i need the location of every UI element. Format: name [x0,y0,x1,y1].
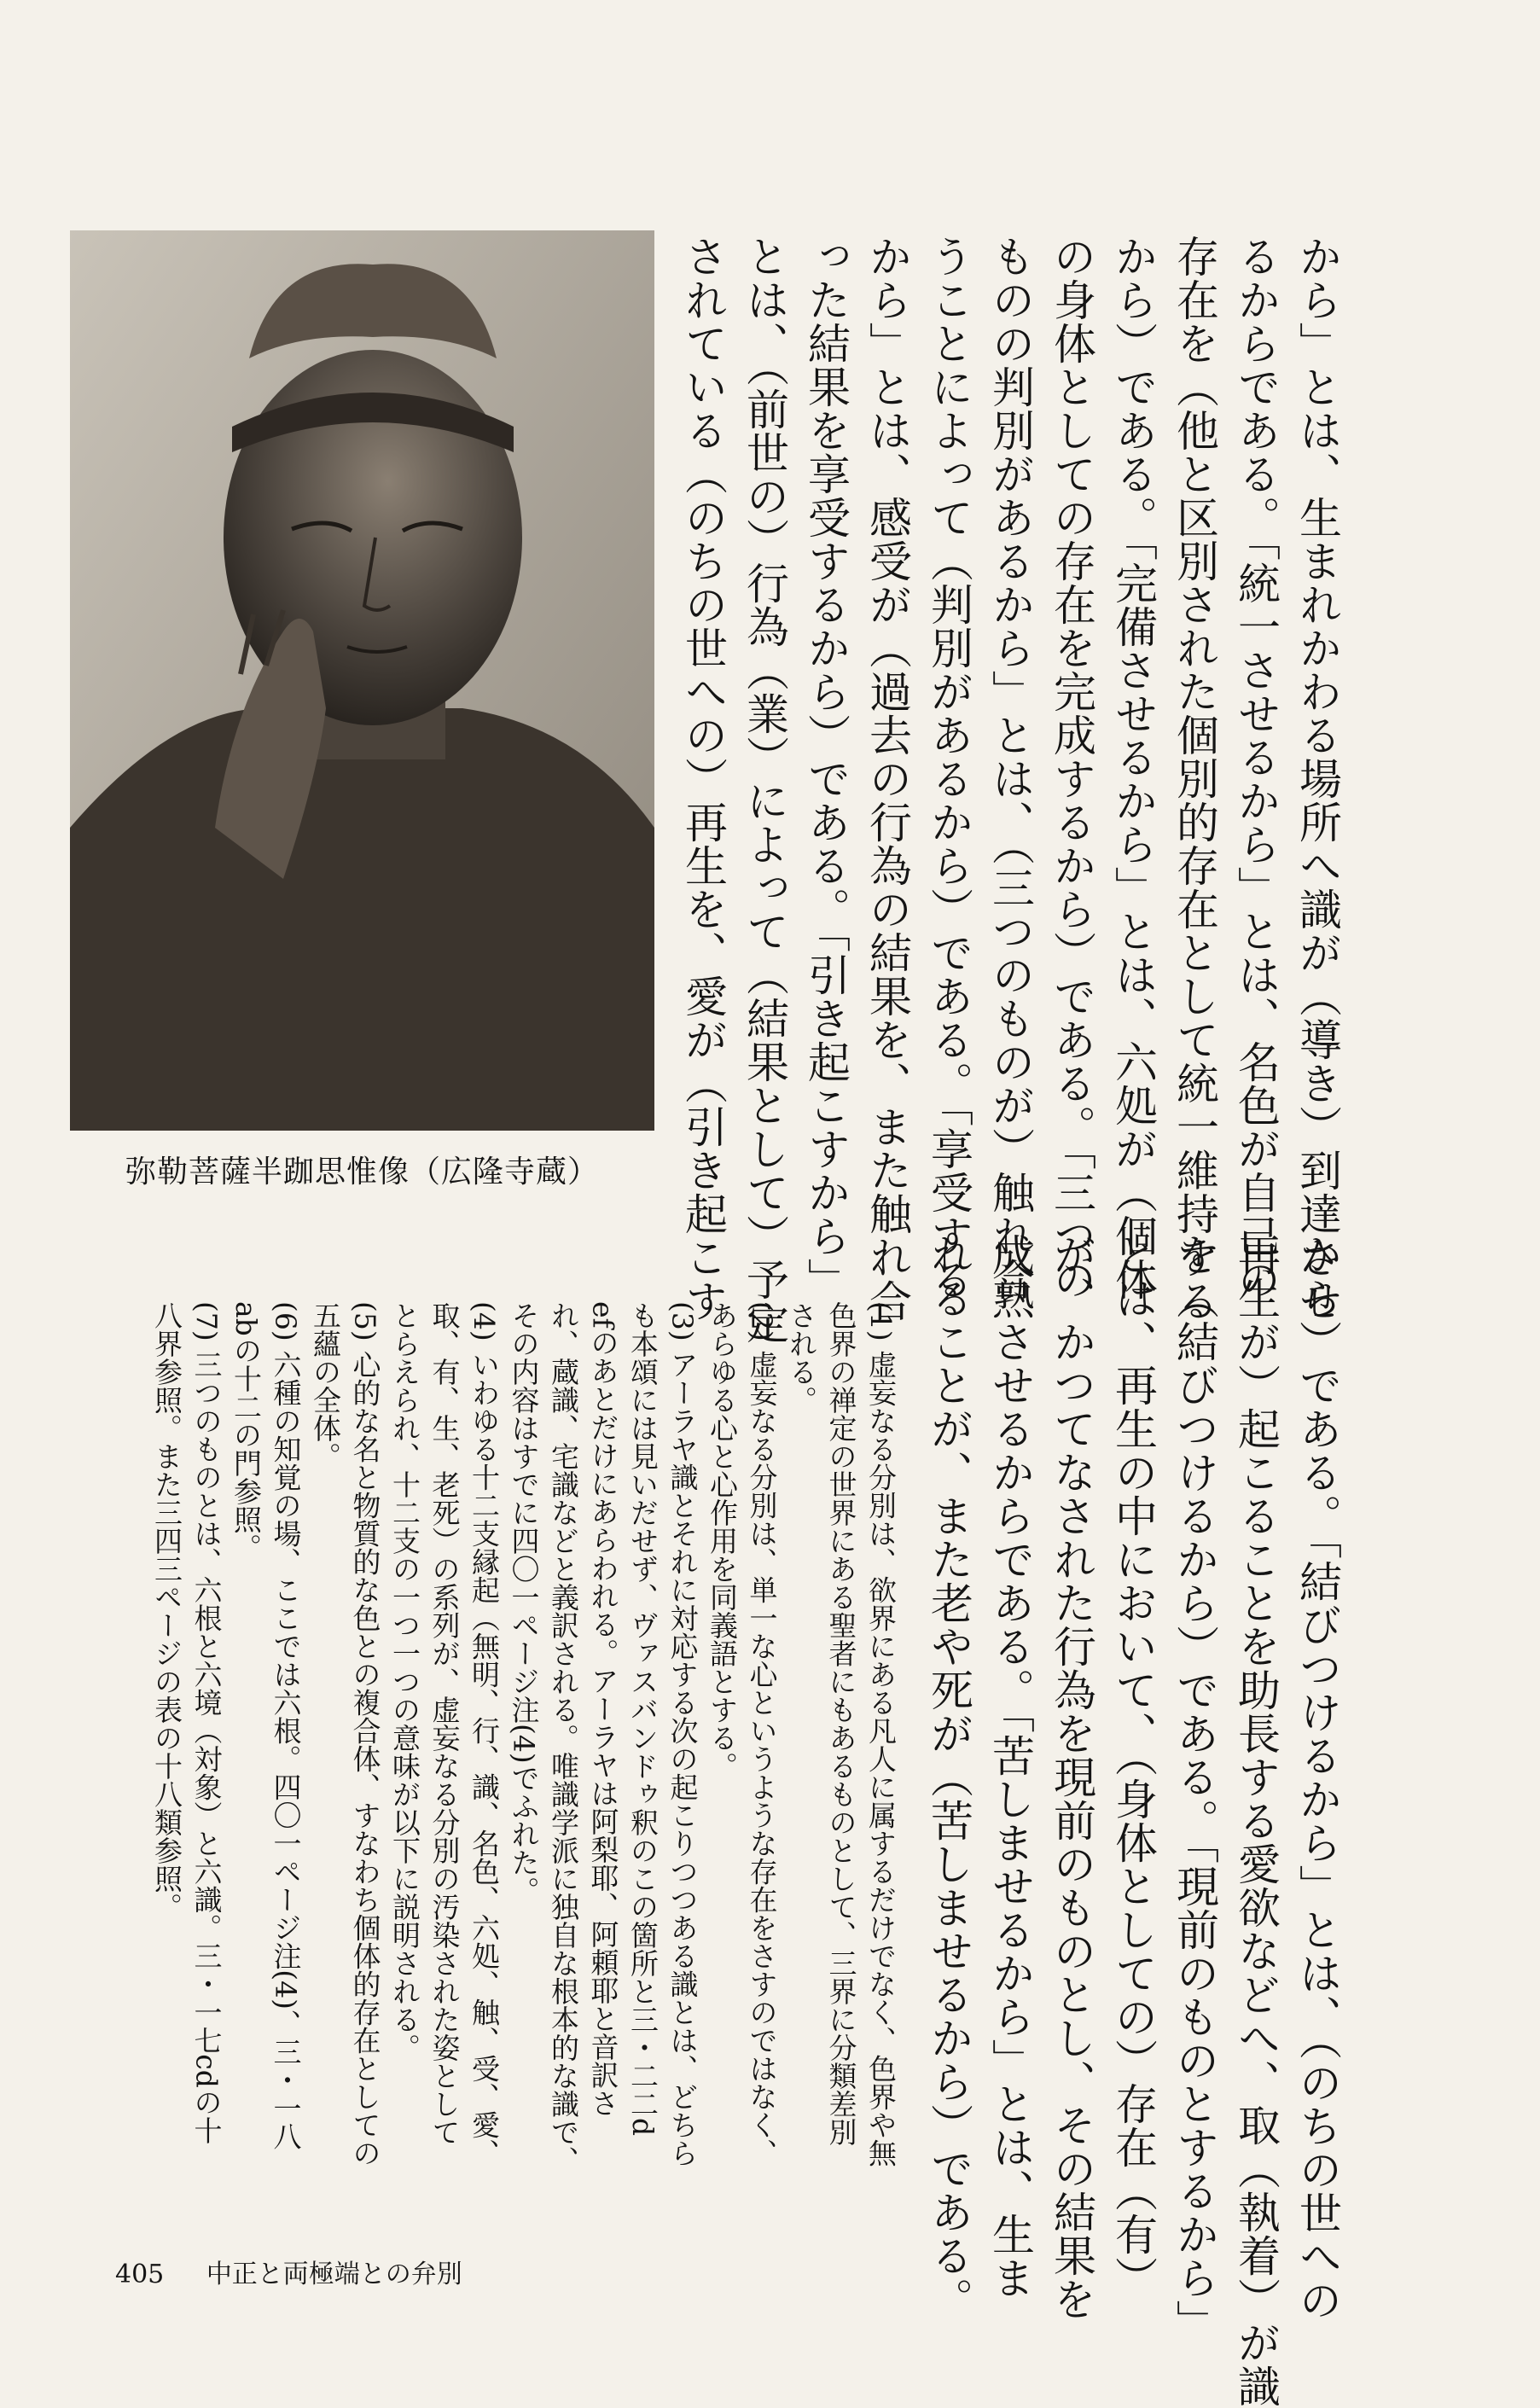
running-title: 中正と両極端との弁別 [206,2260,462,2289]
text-line: 存在を（他と区別された個別的存在として統一維持する [1170,235,1219,1323]
note-line: (2) 虚妄なる分別は、単一な心というような存在をさすのではなく、 [745,1301,779,2167]
text-line: が、かつてなされた行為を現前のものとし、その結果を [1047,1233,1096,2321]
note-line: その内容はすでに四〇一ページ注(4)でふれた。 [507,1301,541,1905]
note-line: abの十二の門参照。 [230,1301,263,1562]
note-line: (5) 心的な名と物質的な色との複合体、すなわち個体的存在としての [348,1301,382,2167]
text-line: 成熟させるからである。「苦しませるから」とは、生ま [985,1233,1035,2300]
photo-caption: 弥勒菩薩半跏思惟像（広隆寺蔵） [125,1155,599,1189]
text-line: れることが、また老や死が（苦しませるから）である。 [924,1233,973,2321]
note-line: とらえられ、十二支の一つ一つの意味が以下に説明される。 [388,1301,421,2062]
text-line: から）である。「結びつけるから」とは、（のちの世への [1293,1233,1342,2322]
note-line: (1) 虚妄なる分別は、欲界にある凡人に属するだけでなく、色界や無 [864,1301,898,2167]
note-line: efのあとだけにあらわれる。アーラヤは阿梨耶、阿頼耶と音訳さ [586,1301,620,2117]
page-number: 405 [115,2260,165,2289]
text-line: の身体としての存在を完成するから）である。「三つの [1047,235,1096,1301]
note-line: あらゆる心と心作用を同義語とする。 [706,1301,739,1780]
note-line: (3) アーラヤ識とそれに対応する次の起こりつつある識とは、どちら [665,1301,700,2167]
note-line: 色界の禅定の世界にある聖者にもあるものとして、三界に分類差別 [824,1301,858,2146]
text-line: うことによって（判別があるから）である。「享受する [924,235,973,1301]
text-line: った結果を享受するから）である。「引き起こすから」 [801,235,851,1301]
note-line: れ、蔵識、宅識などと義訳される。唯識学派に独自な根本的な識で、 [547,1301,580,2174]
text-line: から」とは、感受が（過去の行為の結果を、また触れ合 [863,235,912,1323]
text-line: とは、再生の中において、（身体としての）存在（有） [1108,1233,1158,2300]
main-text-upper [508,235,1348,1345]
note-line: (6) 六種の知覚の場、ここでは六根。四〇一ページ注(4)、三・一八 [269,1301,303,2150]
note-line: も本頌には見いだせず、ヴァスバンドゥ釈のこの箇所と三・二二d [626,1301,660,2137]
text-line: 再生が）起こることを助長する愛欲などへ、取（執着）が識 [1231,1233,1281,2408]
note-line: (4) いわゆる十二支縁起（無明、行、識、名色、六処、触、受、愛、 [468,1301,501,2167]
text-line: されている（のちの世への）再生を、愛が（引き起こす [678,235,728,1323]
note-line: 取、有、生、老死）の系列が、虚妄なる分別の汚染された姿として [427,1301,462,2146]
text-line: ものの判別があるから」とは、（三つのものが）触れ合 [985,235,1035,1301]
page-footer [115,2253,462,2290]
footnotes [115,1301,900,2180]
note-line: (7) 三つのものとは、六根と六境（対象）と六識。三・一七cdの十 [189,1301,224,2144]
note-line: 五蘊の全体。 [309,1301,342,1470]
text-line: とは、（前世の）行為（業）によって（結果として）予定 [740,235,789,1345]
text-line: を（結びつけるから）である。「現前のものとするから」 [1170,1233,1219,2343]
note-line: される。 [785,1301,818,1414]
text-line: から）である。「完備させるから」とは、六処が（個体 [1108,235,1158,1301]
note-line: 八界参照。また三四三ページの表の十八類参照。 [150,1301,183,1921]
text-line: るからである。「統一させるから」とは、名色が自己の [1231,235,1281,1301]
text-line: から」とは、生まれかわる場所へ識が（導き）到達させ [1293,235,1342,1323]
